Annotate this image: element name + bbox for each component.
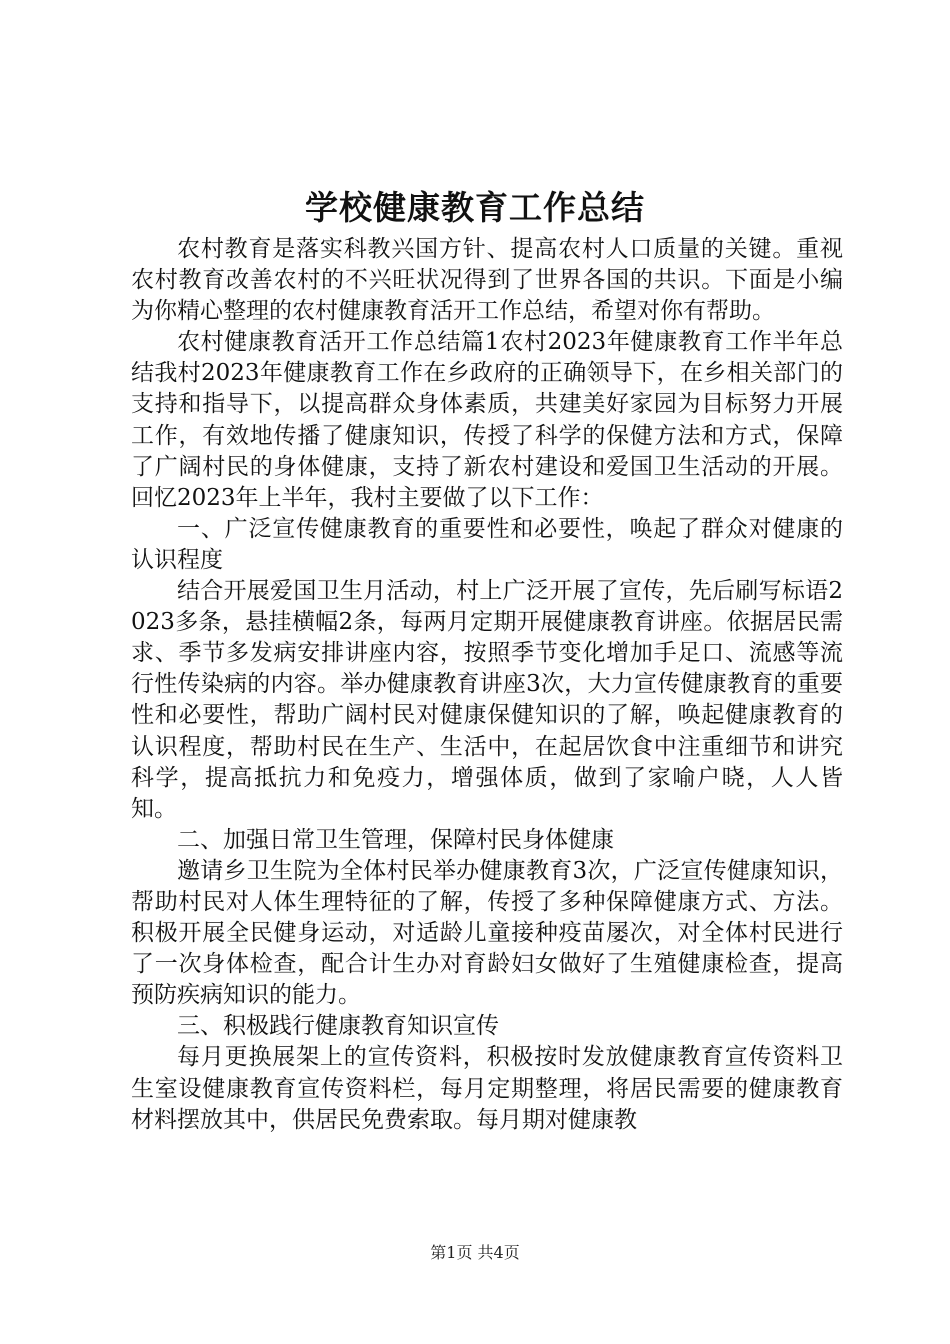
paragraph-section-3: 每月更换展架上的宣传资料，积极按时发放健康教育宣传资料卫生室设健康教育宣传资料栏，每月定期整理，将居民需要的健康教育材料摆放其中，供居民免费索取。每月期对健康教 <box>131 1044 843 1133</box>
paragraph-section-1: 结合开展爱国卫生月活动，村上广泛开展了宣传，先后刷写标语2023多条，悬挂横幅2条，每两月定期开展健康教育讲座。依据居民需求、季节多发病安排讲座内容，按照季节变化增加手足口、流感等流行性传染病的内容。举办健康教育讲座3次，大力宣传健康教育的重要性和必要性，帮助广阔村民对健康保健知识的了解，唤起健康教育的认识程度，帮助村民在生产、生活中，在起居饮食中注重细节和讲究科学，提高抵抗力和免疫力，增强体质，做到了家喻户晓，人人皆知。 <box>131 578 843 822</box>
section-heading-1: 一、广泛宣传健康教育的重要性和必要性，唤起了群众对健康的认识程度 <box>131 515 843 573</box>
document-title: 学校健康教育工作总结 <box>305 188 645 227</box>
document-body <box>131 234 843 1136</box>
paragraph-section-2: 邀请乡卫生院为全体村民举办健康教育3次，广泛宣传健康知识，帮助村民对人体生理特征的了解，传授了多种保障健康方式、方法。积极开展全民健身运动，对适龄儿童接种疫苗屡次，对全体村民进行了一次身体检查，配合计生办对育龄妇女做好了生殖健康检查，提高预防疾病知识的能力。 <box>131 857 843 1009</box>
page-footer: 第1页 共4页 <box>430 1243 520 1262</box>
paragraph-intro: 农村教育是落实科教兴国方针、提高农村人口质量的关键。重视农村教育改善农村的不兴旺状况得到了世界各国的共识。下面是小编为你精心整理的农村健康教育活开工作总结，希望对你有帮助。 <box>131 236 843 325</box>
section-heading-3: 三、积极践行健康教育知识宣传 <box>177 1013 499 1040</box>
section-heading-2: 二、加强日常卫生管理，保障村民身体健康 <box>177 826 614 853</box>
paragraph-summary: 农村健康教育活开工作总结篇1农村2023年健康教育工作半年总结我村2023年健康教育工作在乡政府的正确领导下，在乡相关部门的支持和指导下，以提高群众身体素质，共建美好家园为目标努力开展工作，有效地传播了健康知识，传授了科学的保健方法和方式，保障了广阔村民的身体健康，支持了新农村建设和爱国卫生活动的开展。回忆2023年上半年，我村主要做了以下工作： <box>131 329 843 511</box>
